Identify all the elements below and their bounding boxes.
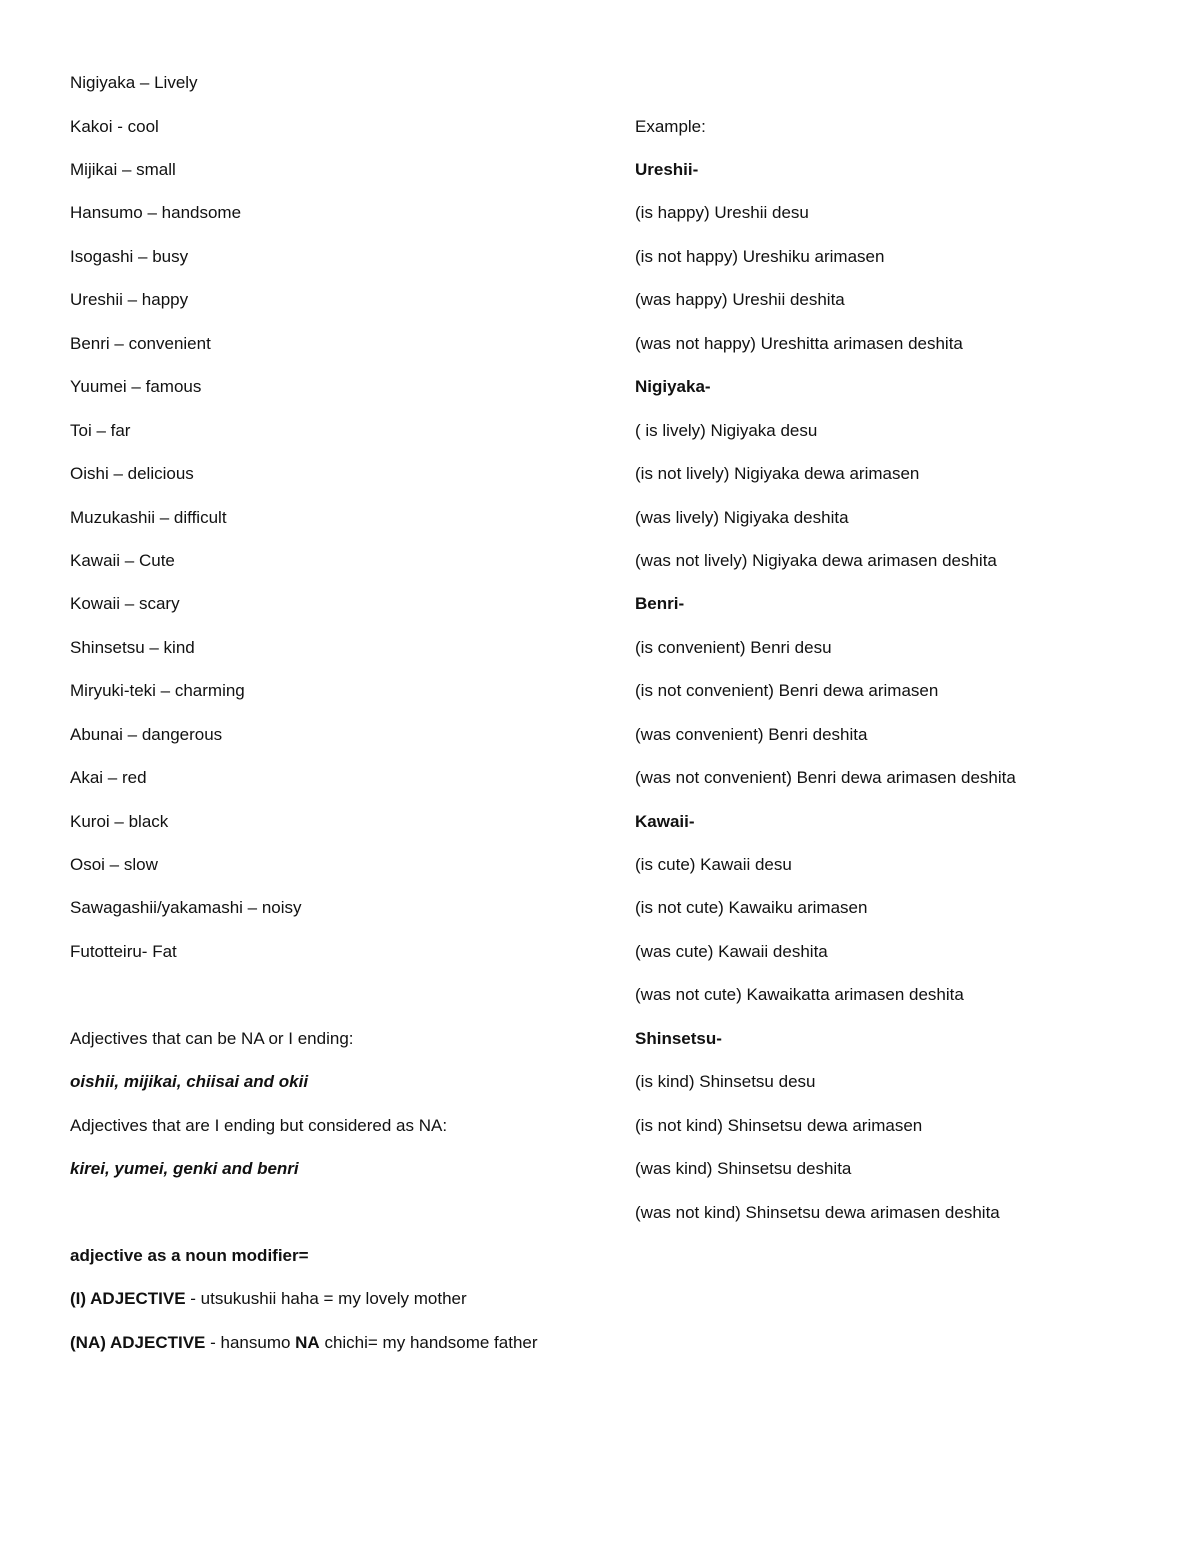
example-line: (was kind) Shinsetsu deshita <box>635 1159 852 1178</box>
i-as-na-heading: Adjectives that are I ending but considered as NA: <box>70 1116 448 1135</box>
example-line: (is cute) Kawaii desu <box>635 855 792 874</box>
vocab-item: Futotteiru- Fat <box>70 942 177 961</box>
example-line: (is kind) Shinsetsu desu <box>635 1072 816 1091</box>
example-line: (was not happy) Ureshitta arimasen deshita <box>635 334 963 353</box>
vocab-item: Sawagashii/yakamashi – noisy <box>70 898 302 917</box>
vocab-item: Kawaii – Cute <box>70 551 175 570</box>
example-line: (was happy) Ureshii deshita <box>635 290 845 309</box>
example-line: (was cute) Kawaii deshita <box>635 942 828 961</box>
modifier-heading: adjective as a noun modifier= <box>70 1246 309 1265</box>
vocab-item: Kakoi - cool <box>70 117 159 136</box>
example-line: (was convenient) Benri deshita <box>635 725 868 744</box>
na-adjective-example <box>70 1329 550 1357</box>
i-adjective-example <box>70 1288 467 1310</box>
na-or-i-list: oishii, mijikai, chiisai and okii <box>70 1072 309 1091</box>
vocab-item: Kowaii – scary <box>70 594 180 613</box>
example-line: (is not convenient) Benri dewa arimasen <box>635 681 939 700</box>
example-heading: Kawaii- <box>635 812 695 831</box>
vocab-item: Nigiyaka – Lively <box>70 73 198 92</box>
example-line: (was not convenient) Benri dewa arimasen deshita <box>635 768 1016 787</box>
na-adjective-label: (NA) ADJECTIVE <box>70 1333 206 1352</box>
example-line: (was not cute) Kawaikatta arimasen deshita <box>635 985 964 1004</box>
example-line: (is happy) Ureshii desu <box>635 203 809 222</box>
example-line: ( is lively) Nigiyaka desu <box>635 421 818 440</box>
vocab-item: Miryuki-teki – charming <box>70 681 245 700</box>
vocab-item: Akai – red <box>70 768 147 787</box>
vocab-item: Mijikai – small <box>70 160 176 179</box>
vocab-item: Toi – far <box>70 421 131 440</box>
example-line: (is not kind) Shinsetsu dewa arimasen <box>635 1116 923 1135</box>
example-heading: Benri- <box>635 594 685 613</box>
example-label: Example: <box>635 117 706 136</box>
vocab-item: Shinsetsu – kind <box>70 638 195 657</box>
vocab-item: Hansumo – handsome <box>70 203 242 222</box>
na-adjective-text-2: chichi= my handsome father <box>319 1333 538 1352</box>
i-as-na-list: kirei, yumei, genki and benri <box>70 1159 299 1178</box>
vocab-item: Kuroi – black <box>70 812 169 831</box>
vocab-item: Benri – convenient <box>70 334 211 353</box>
example-heading: Nigiyaka- <box>635 377 711 396</box>
vocab-item: Muzukashii – difficult <box>70 508 227 527</box>
example-line: (was not kind) Shinsetsu dewa arimasen deshita <box>635 1203 1000 1222</box>
vocab-item: Ureshii – happy <box>70 290 189 309</box>
na-or-i-heading: Adjectives that can be NA or I ending: <box>70 1029 354 1048</box>
example-line: (is not cute) Kawaiku arimasen <box>635 898 868 917</box>
example-line: (was not lively) Nigiyaka dewa arimasen deshita <box>635 551 997 570</box>
example-heading: Shinsetsu- <box>635 1029 722 1048</box>
vocab-item: Yuumei – famous <box>70 377 202 396</box>
vocab-item: Osoi – slow <box>70 855 158 874</box>
example-line: (is not happy) Ureshiku arimasen <box>635 247 885 266</box>
example-line: (was lively) Nigiyaka deshita <box>635 508 849 527</box>
na-adjective-text-1: - hansumo <box>205 1333 296 1352</box>
i-adjective-text: - utsukushii haha = my lovely mother <box>185 1289 467 1308</box>
example-heading: Ureshii- <box>635 160 699 179</box>
example-line: (is convenient) Benri desu <box>635 638 832 657</box>
vocab-item: Isogashi – busy <box>70 247 189 266</box>
example-line: (is not lively) Nigiyaka dewa arimasen <box>635 464 920 483</box>
vocab-item: Abunai – dangerous <box>70 725 223 744</box>
vocab-item: Oishi – delicious <box>70 464 194 483</box>
i-adjective-label: (I) ADJECTIVE <box>70 1289 186 1308</box>
na-particle: NA <box>295 1333 320 1352</box>
